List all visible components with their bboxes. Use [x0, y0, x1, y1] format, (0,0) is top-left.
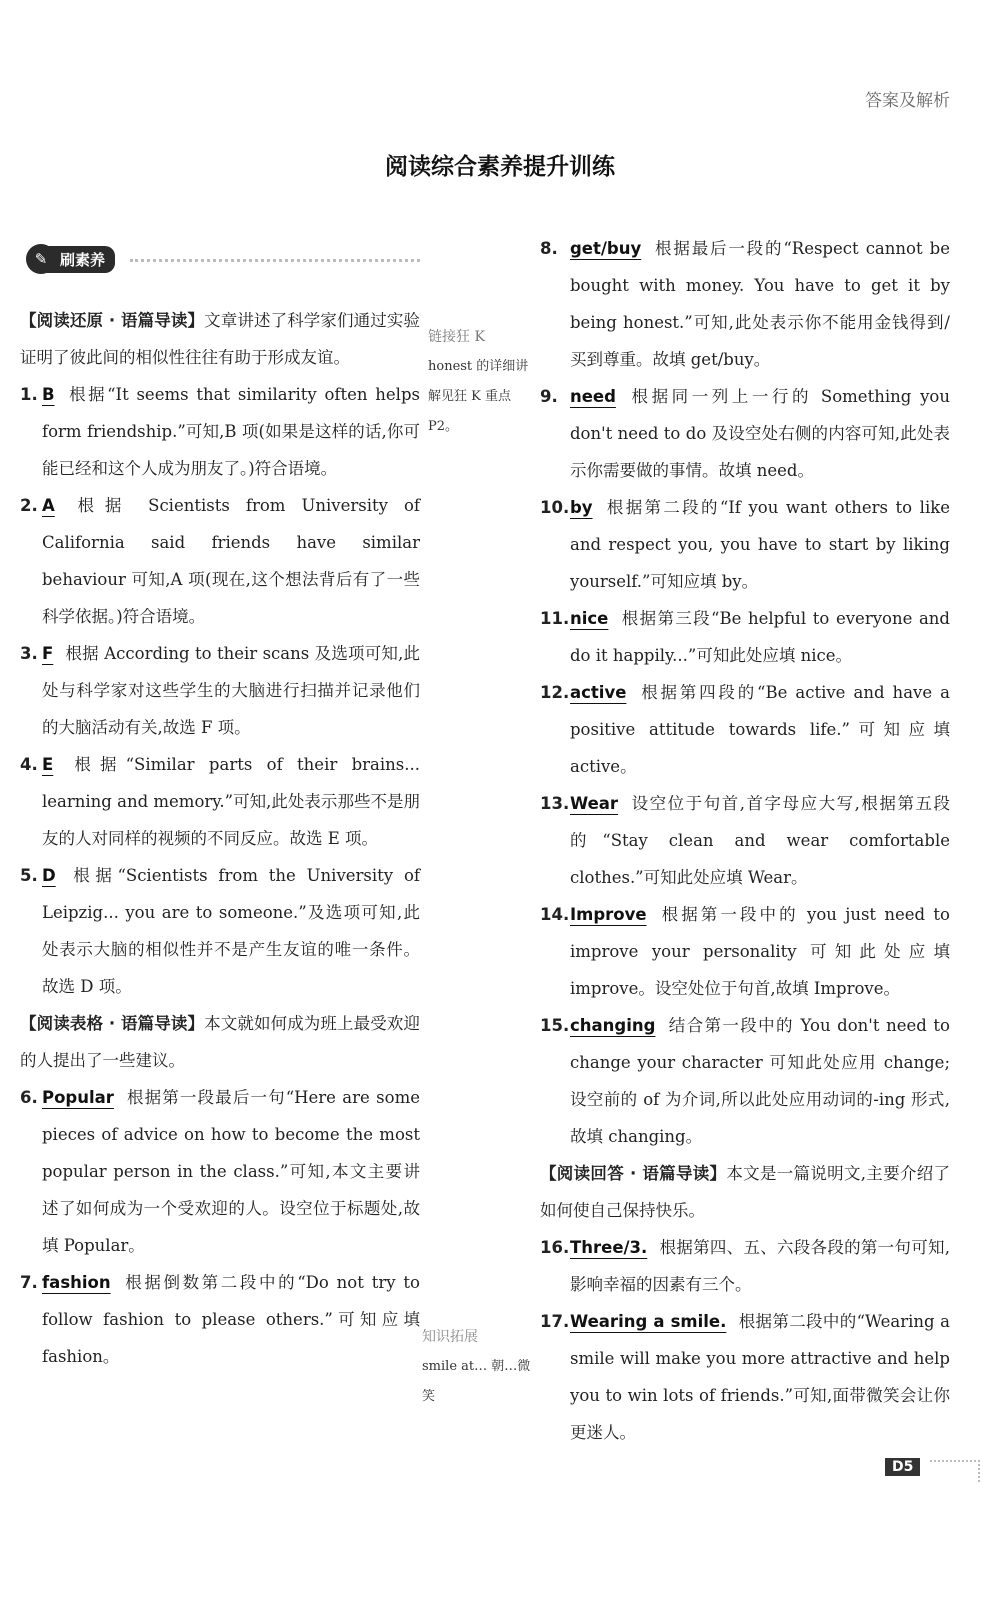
- section-badge: [26, 244, 115, 274]
- item-number: 11.: [540, 609, 570, 628]
- section-label: 【阅读表格 · 语篇导读】: [20, 1014, 205, 1033]
- answer: Wearing a smile.: [570, 1312, 727, 1331]
- page-title: 阅读综合素养提升训练: [385, 154, 615, 180]
- item-number: 2.: [20, 496, 38, 515]
- explanation: 根据第四、五、六段各段的第一句可知,影响幸福的因素有三个。: [570, 1238, 950, 1294]
- explanation: 根据倒数第二段中的“Do not try to follow fashion to please others.”可知应填 fashion。: [42, 1273, 420, 1366]
- answer-item-11: [540, 600, 950, 674]
- item-number: 12.: [540, 683, 570, 702]
- answer: A: [42, 496, 55, 515]
- answer: F: [42, 644, 54, 663]
- item-number: 7.: [20, 1273, 38, 1292]
- explanation: 根据第二段的“If you want others to like and respect you, you have to start by liking yourself.”可知应填 by。: [570, 498, 950, 591]
- explanation: 根据同一列上一行的 Something you don't need to do 及设空处右侧的内容可知,此处表示你需要做的事情。故填 need。: [570, 387, 950, 480]
- explanation: 根据第一段最后一句“Here are some pieces of advice on how to become the most popular person in the class.”可知,本文主要讲述了如何成为一个受欢迎的人。设空位于标题处,故填 Popular。: [42, 1088, 420, 1255]
- left-column: [20, 302, 420, 1375]
- answer: E: [42, 755, 54, 774]
- answer-item-1: [20, 376, 420, 487]
- answer-item-17: [540, 1303, 950, 1451]
- side-note-link-label: 链接狂 K: [428, 329, 485, 345]
- item-number: 14.: [540, 905, 570, 924]
- side-note-text: smile at… 朝…微笑: [422, 1359, 531, 1404]
- explanation: 根据第四段的“Be active and have a positive attitude towards life.”可知应填 active。: [570, 683, 950, 776]
- item-number: 15.: [540, 1016, 570, 1035]
- answer-item-14: [540, 896, 950, 1007]
- explanation: 根据“Similar parts of their brains... learning and memory.”可知,此处表示那些不是朋友的人对同样的视频的不同反应。故选 E 项。: [42, 755, 420, 848]
- answer: get/buy: [570, 239, 642, 258]
- right-column: [540, 230, 950, 1451]
- answer-item-6: [20, 1079, 420, 1264]
- answer-item-15: [540, 1007, 950, 1155]
- item-number: 6.: [20, 1088, 38, 1107]
- explanation: 结合第一段中的 You don't need to change your character 可知此处应用 change;设空前的 of 为介词,所以此处应用动词的-ing 形式,故填 changing。: [570, 1016, 950, 1146]
- answer-item-5: [20, 857, 420, 1005]
- answer: need: [570, 387, 616, 406]
- section-text: 本文是一篇说明文,主要介绍了如何使自己保持快乐。: [540, 1164, 950, 1220]
- explanation: 根据第三段“Be helpful to everyone and do it happily...”可知此处应填 nice。: [570, 609, 950, 665]
- item-number: 9.: [540, 387, 558, 406]
- reading-intro: [20, 302, 420, 376]
- answer-item-10: [540, 489, 950, 600]
- item-number: 8.: [540, 239, 558, 258]
- explanation: 根据 Scientists from University of California said friends have similar behaviour 可知,A 项(现在,这个想法背后有了一些科学依据。)符合语境。: [42, 496, 420, 626]
- badge-label: 刷素养: [44, 246, 115, 273]
- item-number: 17.: [540, 1312, 570, 1331]
- section-text: 本文就如何成为班上最受欢迎的人提出了一些建议。: [20, 1014, 420, 1070]
- explanation: 根据 According to their scans 及选项可知,此处与科学家对这些学生的大脑进行扫描并记录他们的大脑活动有关,故选 F 项。: [42, 644, 420, 737]
- answer-item-9: [540, 378, 950, 489]
- side-note-link-label: 知识拓展: [422, 1329, 478, 1345]
- pen-icon: ✎: [26, 244, 56, 274]
- explanation: 设空位于句首,首字母应大写,根据第五段的“Stay clean and wear comfortable clothes.”可知此处应填 Wear。: [570, 794, 950, 887]
- page-number: D5: [885, 1458, 920, 1476]
- item-number: 5.: [20, 866, 38, 885]
- answer: changing: [570, 1016, 656, 1035]
- explanation: 根据第二段中的“Wearing a smile will make you more attractive and help you to win lots of friends.”可知,面带微笑会让你更迷人。: [570, 1312, 950, 1442]
- answer: B: [42, 385, 55, 404]
- answer: Wear: [570, 794, 619, 813]
- dotted-divider: [130, 259, 420, 262]
- page-corner-decoration: [930, 1460, 980, 1482]
- side-note-link: [428, 322, 538, 442]
- answer-item-4: [20, 746, 420, 857]
- section-label: 【阅读回答 · 语篇导读】: [540, 1164, 727, 1183]
- answer: fashion: [42, 1273, 111, 1292]
- table-reading-intro: [20, 1005, 420, 1079]
- answer-item-8: [540, 230, 950, 378]
- answer: D: [42, 866, 56, 885]
- answer-reading-intro: [540, 1155, 950, 1229]
- explanation: 根据“Scientists from the University of Leipzig... you are to someone.”及选项可知,此处表示大脑的相似性并不是产生友谊的唯一条件。故选 D 项。: [42, 866, 420, 996]
- explanation: 根据第一段中的 you just need to improve your personality 可知此处应填 improve。设空处位于句首,故填 Improve。: [570, 905, 950, 998]
- answer: Popular: [42, 1088, 114, 1107]
- item-number: 16.: [540, 1238, 570, 1257]
- item-number: 13.: [540, 794, 570, 813]
- side-note-knowledge: [422, 1322, 532, 1412]
- answer: nice: [570, 609, 609, 628]
- side-note-text: honest 的详细讲解见狂 K 重点 P2。: [428, 359, 529, 434]
- item-number: 4.: [20, 755, 38, 774]
- answer: active: [570, 683, 627, 702]
- item-number: 3.: [20, 644, 38, 663]
- section-label: 【阅读还原 · 语篇导读】: [20, 311, 205, 330]
- item-number: 10.: [540, 498, 570, 517]
- answer: Improve: [570, 905, 647, 924]
- answer: by: [570, 498, 593, 517]
- header-section-title: 答案及解析: [865, 91, 950, 111]
- section-text: 文章讲述了科学家们通过实验证明了彼此间的相似性往往有助于形成友谊。: [20, 311, 420, 367]
- answer: Three/3.: [570, 1238, 648, 1257]
- answer-item-16: [540, 1229, 950, 1303]
- item-number: 1.: [20, 385, 38, 404]
- explanation: 根据最后一段的“Respect cannot be bought with money. You have to get it by being honest.”可知,此处表示你不能用金钱得到/买到尊重。故填 get/buy。: [570, 239, 950, 369]
- answer-item-7: [20, 1264, 420, 1375]
- answer-item-13: [540, 785, 950, 896]
- answer-item-3: [20, 635, 420, 746]
- answer-item-12: [540, 674, 950, 785]
- answer-item-2: [20, 487, 420, 635]
- explanation: 根据“It seems that similarity often helps form friendship.”可知,B 项(如果是这样的话,你可能已经和这个人成为朋友了。)符合语境。: [42, 385, 420, 478]
